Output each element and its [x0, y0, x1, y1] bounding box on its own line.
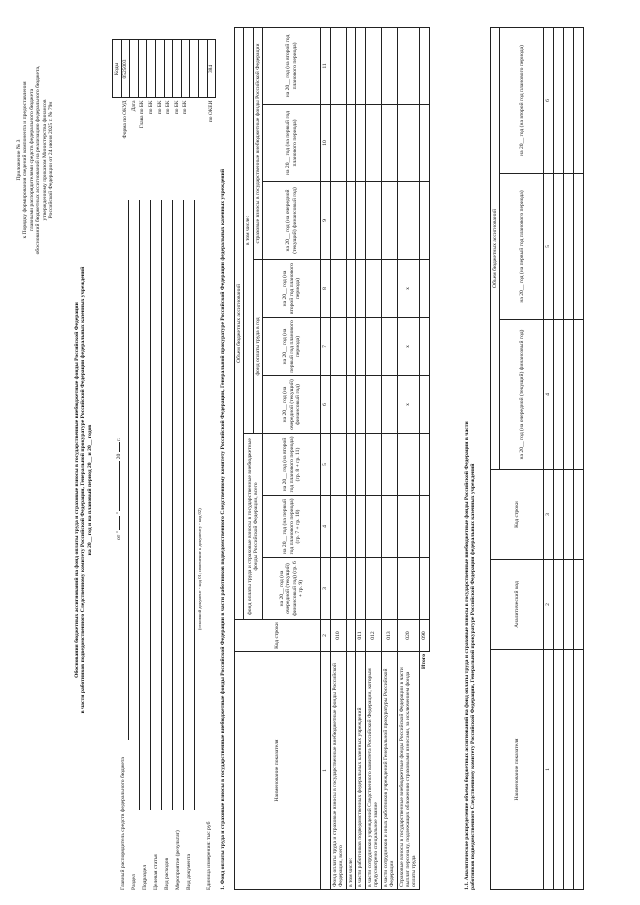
value-cell[interactable] [573, 650, 583, 890]
value-cell[interactable] [330, 376, 346, 434]
value-cell[interactable] [381, 318, 397, 376]
value-cell[interactable] [381, 558, 397, 620]
col-header-total: Объем бюджетных ассигнований [491, 27, 500, 469]
row-code: 020 [397, 620, 419, 652]
value-cell[interactable] [419, 260, 429, 318]
codes-label: Дата [130, 100, 137, 112]
value-cell[interactable] [553, 27, 563, 173]
value-cell[interactable] [563, 174, 573, 320]
total-label: Итого [419, 652, 429, 890]
header-fields [120, 200, 217, 890]
value-cell[interactable] [397, 182, 419, 260]
value-cell[interactable] [553, 470, 563, 560]
col-header-fot-ins: фонд оплаты труда и страховые взносы в государственные внебюджетные фонды Российской Федерации, всего [244, 434, 263, 620]
total-code: 090 [419, 620, 429, 652]
codes-value [138, 40, 147, 98]
codes-value [147, 40, 156, 98]
table-row [573, 27, 583, 889]
okei-code: 384 [207, 40, 216, 98]
value-cell[interactable] [381, 496, 397, 558]
value-cell[interactable] [330, 27, 346, 104]
row-name: в том числе: [346, 652, 355, 890]
value-cell[interactable] [330, 558, 346, 620]
field-row [142, 200, 153, 890]
form-title [74, 190, 93, 790]
col-header-name: Наименование показателя [491, 650, 544, 890]
value-cell[interactable] [355, 27, 365, 104]
field-row [186, 200, 197, 890]
value-cell[interactable] [419, 496, 429, 558]
value-cell[interactable] [330, 496, 346, 558]
codes-value [130, 40, 139, 98]
column-number: 5 [544, 174, 553, 320]
codes-label: по БК [165, 100, 172, 115]
appendix-line: Российской Федерации от 24 июня 2025 г. № 79н [48, 101, 55, 219]
field-label: Вид расходов [164, 857, 170, 890]
x-mark: x [397, 318, 419, 376]
codes-value [155, 40, 164, 98]
table-row [365, 27, 381, 889]
codes-label: по БК [148, 100, 155, 115]
column-number: 4 [321, 496, 330, 558]
codes-label: по БК [173, 100, 180, 115]
row-name: в части сотрудников и иных работников учреждений Генеральной прокуратуры Российской Федерации [381, 652, 397, 890]
value-cell[interactable] [330, 182, 346, 260]
value-cell[interactable] [563, 320, 573, 470]
column-number-row [544, 27, 553, 889]
x-mark: x [397, 376, 419, 434]
row-code: 013 [381, 620, 397, 652]
value-cell[interactable] [563, 470, 573, 560]
x-mark: x [397, 260, 419, 318]
col-header-ins: страховые взносы в государственные внебюджетные фонды Российской Федерации [253, 27, 262, 259]
table-row [381, 27, 397, 889]
value-cell[interactable] [365, 182, 381, 260]
column-number: 1 [321, 652, 330, 890]
appendix-line: утвержденному приказом Министерства финансов [41, 99, 48, 221]
value-cell[interactable] [330, 318, 346, 376]
value-cell[interactable] [355, 558, 365, 620]
col-header-code: Код строки [235, 620, 321, 652]
value-cell[interactable] [573, 560, 583, 650]
value-cell[interactable] [419, 27, 429, 104]
field-row [175, 200, 186, 890]
appendix-block [16, 30, 55, 290]
value-cell[interactable] [355, 105, 365, 182]
field-line [194, 200, 195, 810]
value-cell[interactable] [330, 105, 346, 182]
field-line [150, 200, 151, 810]
row-code: 011 [355, 620, 365, 652]
row-name: в части сотрудников учреждений Следственного комитета Российской Федерации, которым предусмотрено специальное звание [365, 652, 381, 890]
value-cell[interactable] [563, 650, 573, 890]
column-number: 9 [321, 182, 330, 260]
value-cell[interactable] [553, 174, 563, 320]
value-cell[interactable] [365, 318, 381, 376]
field-row [206, 200, 217, 890]
value-cell[interactable] [381, 105, 397, 182]
field-label: Целевая статья [153, 854, 159, 890]
codes-label: по ОКЕИ [208, 100, 215, 123]
field-line [161, 200, 162, 810]
row-code: 010 [330, 620, 346, 652]
column-number: 11 [321, 27, 330, 104]
doc-caption-row [197, 200, 206, 890]
value-cell[interactable] [419, 434, 429, 496]
codes-label [198, 98, 207, 160]
col-header-year: на 20__ год (на первый год планового периода) (гр. 7 + гр. 10) [263, 496, 321, 558]
col-header-year: на 20__ год (на второй год планового периода) [500, 27, 544, 173]
table-row [330, 27, 346, 889]
column-number: 6 [321, 376, 330, 434]
table-row [355, 27, 365, 889]
value-cell[interactable] [381, 434, 397, 496]
value-cell[interactable] [563, 560, 573, 650]
rotated-form-sheet [12, 20, 622, 900]
codes-label: Глава по БК [139, 100, 146, 129]
value-cell[interactable] [573, 320, 583, 470]
value-cell[interactable] [365, 558, 381, 620]
col-header-total: Объем бюджетных ассигнований [235, 27, 244, 619]
column-number: 4 [544, 320, 553, 470]
value-cell[interactable] [573, 470, 583, 560]
value-cell[interactable] [397, 27, 419, 104]
field-line [183, 200, 184, 810]
row-name: Фонд оплаты труда и страховые взносы в государственные внебюджетные фонды Российской Федерации, всего [330, 652, 346, 890]
row-code: 012 [365, 620, 381, 652]
value-cell[interactable] [419, 318, 429, 376]
field-label: Вид документа [186, 854, 192, 890]
field-label: Раздел [131, 874, 137, 890]
section11-title: 1.1. Аналитическое распределение объема бюджетных ассигнований на фонд оплаты труда и страховые взносы в государственные внебюджетные фонды Российской Федерации в части работников подведомственного Следственному комитету Российской Федерации, Генеральной прокуратуре Российской Федерации федеральных казенных учреждений [464, 421, 477, 890]
col-header-fot: фонд оплаты труда в год [253, 260, 262, 434]
value-cell[interactable] [573, 174, 583, 320]
field-row [164, 200, 175, 890]
value-cell[interactable] [397, 434, 419, 496]
codes-value [181, 40, 190, 98]
column-number-row [321, 27, 330, 889]
codes-value [164, 40, 173, 98]
row-name: в части работников подведомственных федеральных казенных учреждений [355, 652, 365, 890]
codes-value [190, 40, 199, 98]
field-line [139, 200, 140, 810]
col-header-name: Наименование показателя [235, 652, 321, 890]
field-label: Мероприятие (результат) [175, 830, 181, 890]
value-cell[interactable] [365, 496, 381, 558]
value-cell[interactable] [397, 558, 419, 620]
codes-header: Коды [113, 40, 122, 98]
col-header-year: на 20__ год (на очередной (текущий) финансовый год) [500, 320, 544, 470]
field-label: Подраздел [142, 864, 148, 890]
column-number: 2 [321, 620, 330, 652]
field-label: Единица измерения: тыс руб [206, 821, 212, 890]
codes-value [198, 40, 207, 98]
value-cell[interactable] [330, 434, 346, 496]
value-cell[interactable] [355, 318, 365, 376]
field-line [128, 200, 129, 740]
total-row [419, 27, 429, 889]
title-line-1: Обоснования бюджетных ассигнований на фонд оплаты труда и страховые взносы в государственные внебюджетные фонды Российской Федерации [74, 302, 80, 678]
analytic-table [490, 27, 584, 890]
field-row [153, 200, 164, 890]
title-line-3: на 20__ год и на плановый период 20__ и 20__ годов [86, 424, 93, 556]
codes-value [173, 40, 182, 98]
main-table [234, 27, 430, 890]
value-cell[interactable] [553, 650, 563, 890]
value-cell[interactable] [397, 105, 419, 182]
value-cell[interactable] [573, 27, 583, 173]
field-line [172, 200, 173, 810]
value-cell[interactable] [355, 496, 365, 558]
value-cell[interactable] [355, 260, 365, 318]
col-header-year: на 20__ год (на очередной (текущий) финансовый год) (гр. 6 + гр. 9) [263, 558, 321, 620]
column-number: 3 [321, 558, 330, 620]
codes-label: по БК [182, 100, 189, 115]
field-label: Главный распорядитель средств федерального бюджета [120, 757, 126, 890]
column-number: 2 [544, 560, 553, 650]
table-row [563, 27, 573, 889]
table-row [397, 27, 419, 889]
codes-label [190, 98, 199, 160]
field-row [120, 200, 131, 890]
title-line-2: в части работников подведомственного Следственному комитету Российской Федерации, Генеральной прокуратуре Российской Федерации федеральных казенных учреждений [80, 266, 87, 714]
value-cell[interactable] [365, 376, 381, 434]
col-header-year: на 20__ год (на второй год планового периода) [263, 27, 321, 104]
column-number: 3 [544, 470, 553, 560]
appendix-line: Приложение № 3 [16, 139, 22, 181]
col-header-year: на 20__ год (на очередной (текущий) финансовый год) [263, 376, 321, 434]
value-cell[interactable] [355, 376, 365, 434]
col-header-in-that: в том числе: [244, 27, 253, 433]
appendix-line: к Порядку формирования сведений компонента и предоставления [22, 81, 29, 239]
value-cell[interactable] [330, 260, 346, 318]
row-name: Страховые взносы в государственные внебюджетные фонды Российской Федерации в части выплат персоналу, подлежащих обложению страховыми взносами, за исключением фонда оплаты труда [397, 652, 419, 890]
value-cell[interactable] [381, 376, 397, 434]
column-number: 1 [544, 650, 553, 890]
col-header-analytic: Аналитический код [491, 560, 544, 650]
col-header-year: на 20__ год (на первый год планового периода) [263, 105, 321, 182]
appendix-line: обоснований бюджетных ассигнований на реализацию федерального бюджета, [35, 65, 42, 255]
value-cell[interactable] [419, 376, 429, 434]
col-header-year: на 20__ год (на очередной (текущий) финансовый год) [263, 182, 321, 260]
value-cell[interactable] [365, 434, 381, 496]
value-cell[interactable] [381, 182, 397, 260]
value-cell[interactable] [381, 260, 397, 318]
col-header-year: на 20__ год (на второй год планового периода) [263, 260, 321, 318]
column-number: 6 [544, 27, 553, 173]
col-header-code: Код строки [491, 470, 544, 560]
field-row [131, 200, 142, 890]
value-cell[interactable] [419, 558, 429, 620]
row-code [346, 620, 355, 652]
value-cell[interactable] [381, 27, 397, 104]
okud-code: 0525003 [121, 40, 130, 98]
value-cell[interactable] [365, 260, 381, 318]
codes-label: Форма по ОКУД [122, 100, 129, 139]
value-cell[interactable] [419, 182, 429, 260]
column-number: 10 [321, 105, 330, 182]
date-line: от " " 20 г. [116, 437, 122, 540]
column-number: 7 [321, 318, 330, 376]
value-cell[interactable] [397, 496, 419, 558]
table-row [346, 27, 355, 889]
value-cell[interactable] [553, 560, 563, 650]
col-header-year: на 20__ год (на второй год планового периода) (гр. 8 + гр. 11) [263, 434, 321, 496]
section1-title: 1. Фонд оплаты труда и страховые взносы в государственные внебюджетные фонды Российской Федерации в части работников подведомственного Следственному комитету Российской Федерации, Генеральной прокуратуре Российской Федерации федеральных казенных учреждений [220, 168, 226, 890]
column-number: 8 [321, 260, 330, 318]
table-row [553, 27, 563, 889]
value-cell[interactable] [355, 434, 365, 496]
codes-label: по БК [156, 100, 163, 115]
column-number: 5 [321, 434, 330, 496]
value-cell[interactable] [365, 27, 381, 104]
codes-table [112, 40, 216, 161]
value-cell[interactable] [553, 320, 563, 470]
col-header-year: на 20__ год (на первый год планового периода) [263, 318, 321, 376]
value-cell[interactable] [419, 105, 429, 182]
value-cell[interactable] [563, 27, 573, 173]
value-cell[interactable] [365, 105, 381, 182]
doc-caption: (основной документ - код 01; изменение к документу - код 02) [197, 508, 202, 630]
value-cell[interactable] [355, 182, 365, 260]
appendix-line: главными распорядителями средств федерального бюджета [28, 88, 35, 232]
col-header-year: на 20__ год (на первый год планового периода) [500, 174, 544, 320]
